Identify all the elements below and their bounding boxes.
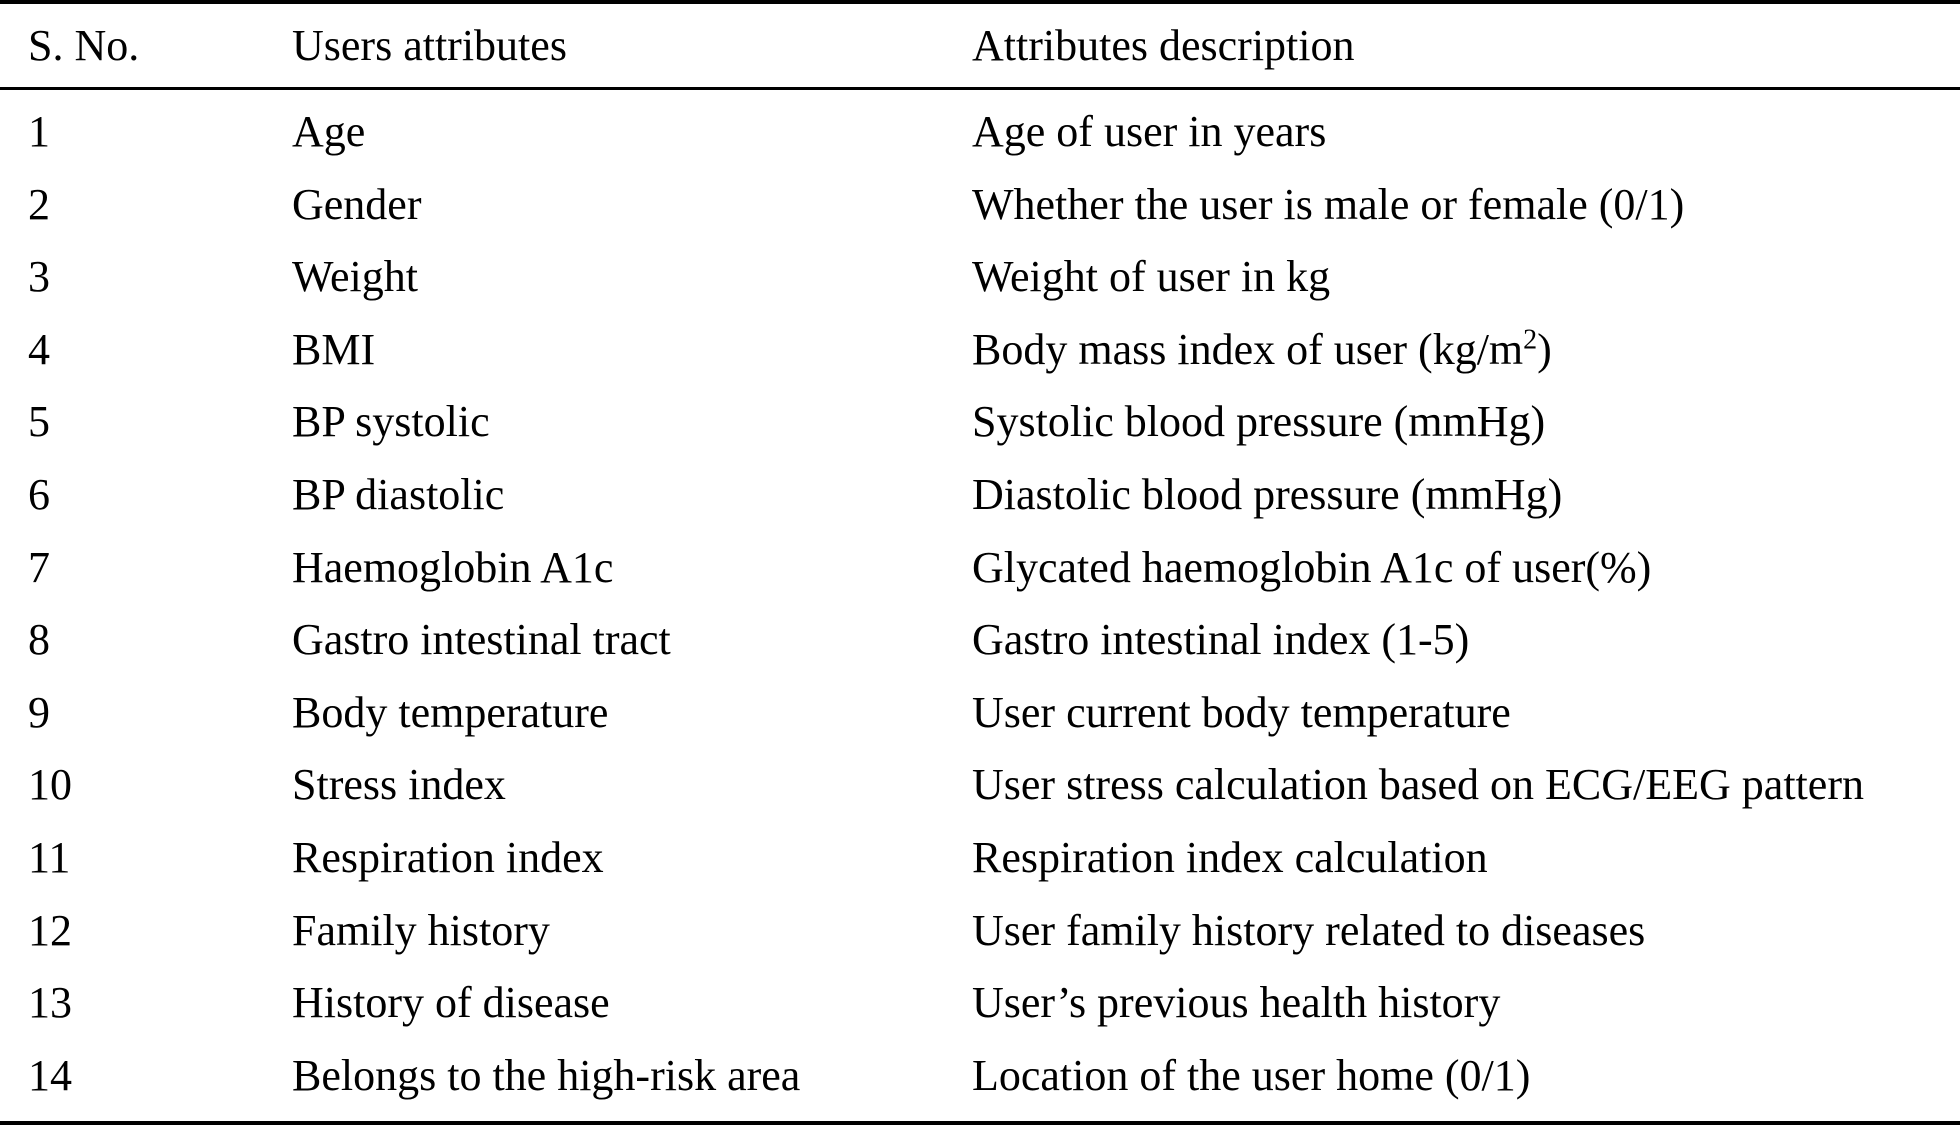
cell-description <box>972 169 1684 241</box>
cell-sno: 7 <box>28 542 50 592</box>
cell-attribute: Respiration index <box>292 833 604 882</box>
cell-description-text: Body mass index of user (kg/m <box>972 324 1524 374</box>
cell-attribute: Body temperature <box>292 687 609 737</box>
cell-description <box>972 386 1545 458</box>
cell-description <box>972 1040 1530 1112</box>
cell-description-superscript: 2 <box>1523 324 1538 356</box>
cell-sno: 9 <box>28 687 50 737</box>
cell-description-text: Diastolic blood pressure (mmHg) <box>972 470 1563 519</box>
cell-description-text: Whether the user is male or female (0/1) <box>972 179 1685 229</box>
cell-attribute: Age <box>292 107 366 156</box>
cell-description <box>972 822 1488 894</box>
cell-description <box>972 96 1326 168</box>
table-row <box>0 677 1960 749</box>
cell-attribute: Gender <box>292 179 422 229</box>
cell-description-text: User stress calculation based on ECG/EEG pattern <box>972 760 1864 810</box>
header-sno: S. No. <box>28 21 140 70</box>
cell-description-text: Respiration index calculation <box>972 833 1488 882</box>
table-row <box>0 459 1960 531</box>
table-row <box>0 241 1960 313</box>
cell-attribute: BP diastolic <box>292 470 505 519</box>
cell-description-text: Glycated haemoglobin A1c of user(%) <box>972 542 1652 592</box>
table-row <box>0 532 1960 604</box>
table-row <box>0 96 1960 168</box>
cell-sno: 4 <box>28 324 50 374</box>
cell-sno: 12 <box>28 905 72 955</box>
header-attributes-description: Attributes description <box>972 21 1355 70</box>
cell-sno: 1 <box>28 107 50 156</box>
table-row <box>0 314 1960 386</box>
table-header-row <box>0 10 1960 82</box>
cell-attribute: Stress index <box>292 760 506 810</box>
cell-attribute: Belongs to the high-risk area <box>292 1050 801 1100</box>
cell-attribute: BMI <box>292 324 376 374</box>
cell-sno: 14 <box>28 1050 72 1100</box>
cell-description-text: Gastro intestinal index (1-5) <box>972 615 1470 665</box>
table-row <box>0 169 1960 241</box>
cell-description <box>972 241 1330 313</box>
table-row <box>0 822 1960 894</box>
cell-description <box>972 604 1469 676</box>
table-row <box>0 386 1960 458</box>
table-row <box>0 1040 1960 1112</box>
cell-description <box>972 314 1552 386</box>
table-row <box>0 749 1960 821</box>
cell-sno: 8 <box>28 615 50 665</box>
cell-attribute: Family history <box>292 905 550 955</box>
cell-description <box>972 749 1864 821</box>
header-users-attributes: Users attributes <box>292 21 567 70</box>
cell-description-text: Location of the user home (0/1) <box>972 1050 1531 1100</box>
cell-description-text: User family history related to diseases <box>972 905 1646 955</box>
cell-description <box>972 532 1651 604</box>
table-row <box>0 967 1960 1039</box>
cell-sno: 11 <box>28 833 71 882</box>
cell-attribute: BP systolic <box>292 397 490 447</box>
cell-description-text: Age of user in years <box>972 107 1327 156</box>
cell-description <box>972 895 1645 967</box>
cell-attribute: Weight <box>292 252 418 302</box>
cell-description <box>972 967 1500 1039</box>
cell-description <box>972 459 1562 531</box>
cell-description-text: User current body temperature <box>972 687 1511 737</box>
cell-description-text: Systolic blood pressure (mmHg) <box>972 397 1546 447</box>
table-header-rule <box>0 87 1960 90</box>
table-row <box>0 895 1960 967</box>
table-row <box>0 604 1960 676</box>
cell-sno: 10 <box>28 760 72 810</box>
cell-attribute: History of disease <box>292 978 610 1028</box>
table-top-rule <box>0 0 1960 4</box>
cell-description <box>972 677 1511 749</box>
cell-sno: 2 <box>28 179 50 229</box>
cell-attribute: Haemoglobin A1c <box>292 542 614 592</box>
cell-description-tail: ) <box>1537 324 1552 374</box>
cell-sno: 6 <box>28 470 50 519</box>
cell-sno: 3 <box>28 252 50 302</box>
cell-description-text: User’s previous health history <box>972 978 1501 1028</box>
cell-attribute: Gastro intestinal tract <box>292 615 671 665</box>
cell-sno: 13 <box>28 978 72 1028</box>
table-bottom-rule <box>0 1121 1960 1125</box>
cell-sno: 5 <box>28 397 50 447</box>
cell-description-text: Weight of user in kg <box>972 252 1331 302</box>
